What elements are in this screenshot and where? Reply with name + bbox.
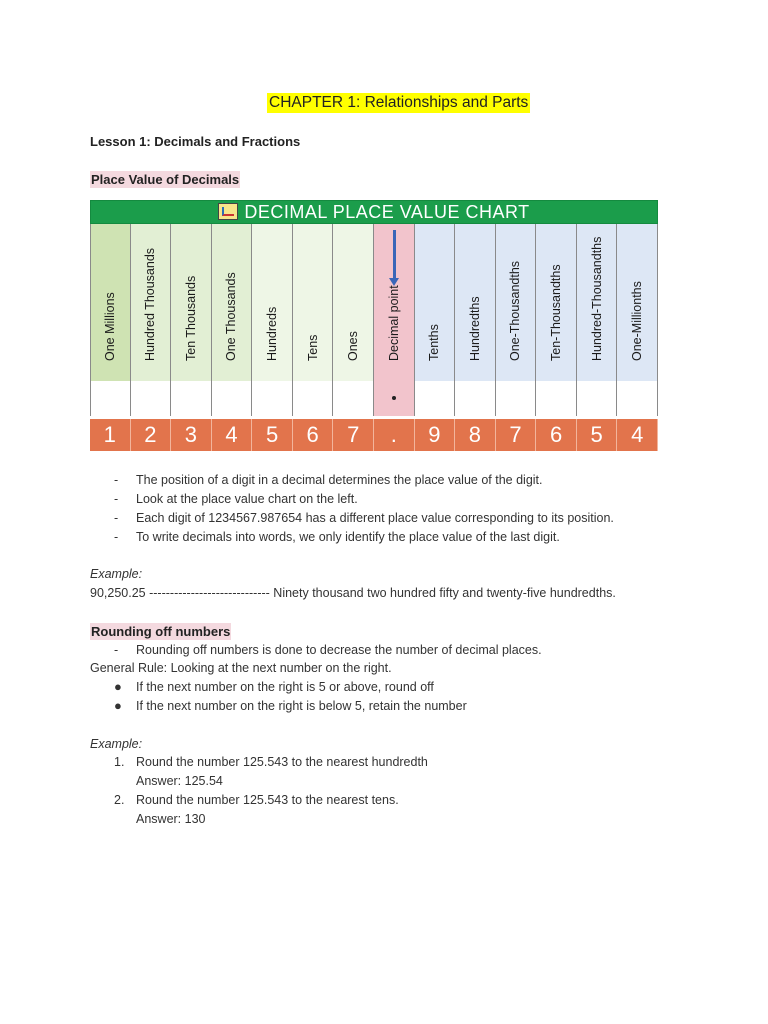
chart-column: [131, 224, 172, 416]
column-label: Ten-Thousandths: [549, 264, 564, 361]
lesson-title: Lesson 1: Decimals and Fractions: [90, 134, 301, 149]
column-blank-cell: [171, 381, 211, 416]
chapter-title: CHAPTER 1: Relationships and Parts: [269, 94, 529, 111]
column-label: One-Millionths: [630, 281, 645, 361]
column-blank-cell: [496, 381, 536, 416]
example-line: [90, 586, 616, 600]
rule-text: If the next number on the right is below 5, retain the number: [136, 699, 467, 713]
column-label: One Millions: [103, 292, 118, 361]
chart-column: [374, 224, 415, 416]
column-blank-cell: [131, 381, 171, 416]
chart-title: DECIMAL PLACE VALUE CHART: [244, 202, 530, 222]
digit-cell: 5: [577, 419, 618, 451]
column-blank-cell: [374, 381, 414, 416]
column-blank-cell: [415, 381, 455, 416]
bullet-marker: ●: [114, 679, 122, 694]
chart-column: [212, 224, 253, 416]
decimal-point-dot: [392, 396, 396, 400]
column-header-cell: [131, 224, 171, 382]
chart-logo-icon: [218, 203, 238, 220]
column-header-cell: [374, 224, 414, 382]
column-label: One Thousands: [224, 272, 239, 361]
column-header-cell: [252, 224, 292, 382]
column-label: Hundred Thousands: [143, 247, 158, 361]
column-header-cell: [212, 224, 252, 382]
fact-text: The position of a digit in a decimal determines the place value of the digit.: [136, 473, 543, 487]
chart-column: [496, 224, 537, 416]
column-label: One-Thousandths: [508, 260, 523, 361]
column-blank-cell: [252, 381, 292, 416]
column-blank-cell: [212, 381, 252, 416]
example-connector: -----------------------------: [149, 586, 270, 600]
chart-column: [293, 224, 334, 416]
digit-cell: 6: [536, 419, 577, 451]
chart-column: [455, 224, 496, 416]
down-arrow-icon: [393, 230, 396, 280]
column-blank-cell: [455, 381, 495, 416]
column-blank-cell: [91, 381, 130, 416]
rule-text: If the next number on the right is 5 or above, round off: [136, 680, 434, 694]
digit-cell: 8: [455, 419, 496, 451]
column-blank-cell: [577, 381, 617, 416]
fact-text: Each digit of 1234567.987654 has a different place value corresponding to its position.: [136, 511, 614, 525]
chart-column: [617, 224, 658, 416]
column-label: Hundred-Thousandths: [589, 236, 604, 361]
column-label: Ten Thousands: [183, 275, 198, 361]
decimal-place-value-chart: [90, 200, 658, 452]
example-item-number: 1.: [114, 755, 125, 769]
dash-marker: -: [114, 473, 119, 487]
column-label: Ones: [346, 331, 361, 361]
column-header-cell: [293, 224, 333, 382]
column-header-cell: [91, 224, 130, 382]
example-question: Round the number 125.543 to the nearest hundredth: [136, 755, 428, 769]
column-header-cell: [455, 224, 495, 382]
example-words: Ninety thousand two hundred fifty and twenty-five hundredths.: [273, 586, 616, 600]
digit-cell: 6: [293, 419, 334, 451]
chart-column: [171, 224, 212, 416]
rounding-intro: Rounding off numbers is done to decrease the number of decimal places.: [136, 643, 542, 657]
column-label: Tens: [305, 334, 320, 361]
column-label: Decimal point: [386, 285, 401, 361]
example-item-number: 2.: [114, 793, 125, 807]
digit-cell: 2: [131, 419, 172, 451]
example-answer: Answer: 125.54: [136, 774, 223, 788]
column-blank-cell: [293, 381, 333, 416]
column-blank-cell: [333, 381, 373, 416]
example-number: 90,250.25: [90, 586, 146, 600]
chart-column: [577, 224, 618, 416]
dash-marker: -: [114, 492, 119, 506]
digit-cell: 5: [252, 419, 293, 451]
column-header-cell: [536, 224, 576, 382]
example-answer: Answer: 130: [136, 812, 206, 826]
dash-marker: -: [114, 511, 119, 525]
bullet-marker: ●: [114, 698, 122, 713]
rounding-heading: Rounding off numbers: [91, 624, 231, 639]
column-header-cell: [171, 224, 211, 382]
chart-column: [536, 224, 577, 416]
column-label: Tenths: [427, 324, 442, 361]
chart-column: [252, 224, 293, 416]
chart-column: [415, 224, 456, 416]
column-header-cell: [577, 224, 617, 382]
digit-cell: 7: [496, 419, 537, 451]
chart-column: [90, 224, 131, 416]
chart-header: [90, 200, 658, 224]
column-header-cell: [617, 224, 657, 382]
digit-cell: 4: [212, 419, 253, 451]
column-header-cell: [415, 224, 455, 382]
example-label: Example:: [90, 567, 143, 581]
place-value-heading: Place Value of Decimals: [91, 172, 240, 187]
digit-cell: 3: [171, 419, 212, 451]
digit-cell: .: [374, 419, 415, 451]
column-blank-cell: [617, 381, 657, 416]
digit-cell: 7: [333, 419, 374, 451]
column-header-cell: [333, 224, 373, 382]
digit-cell: 1: [90, 419, 131, 451]
digit-cell: 9: [415, 419, 456, 451]
dash-marker: -: [114, 643, 119, 657]
chart-column: [333, 224, 374, 416]
column-label: Hundreds: [265, 306, 280, 361]
digit-row: [90, 419, 658, 451]
example-question: Round the number 125.543 to the nearest tens.: [136, 793, 399, 807]
dash-marker: -: [114, 530, 119, 544]
general-rule: General Rule: Looking at the next number on the right.: [90, 661, 392, 675]
column-label: Hundredths: [467, 296, 482, 361]
fact-text: Look at the place value chart on the left.: [136, 492, 358, 506]
column-blank-cell: [536, 381, 576, 416]
column-header-cell: [496, 224, 536, 382]
digit-cell: 4: [617, 419, 658, 451]
example-label: Example:: [90, 737, 143, 751]
fact-text: To write decimals into words, we only identify the place value of the last digit.: [136, 530, 560, 544]
